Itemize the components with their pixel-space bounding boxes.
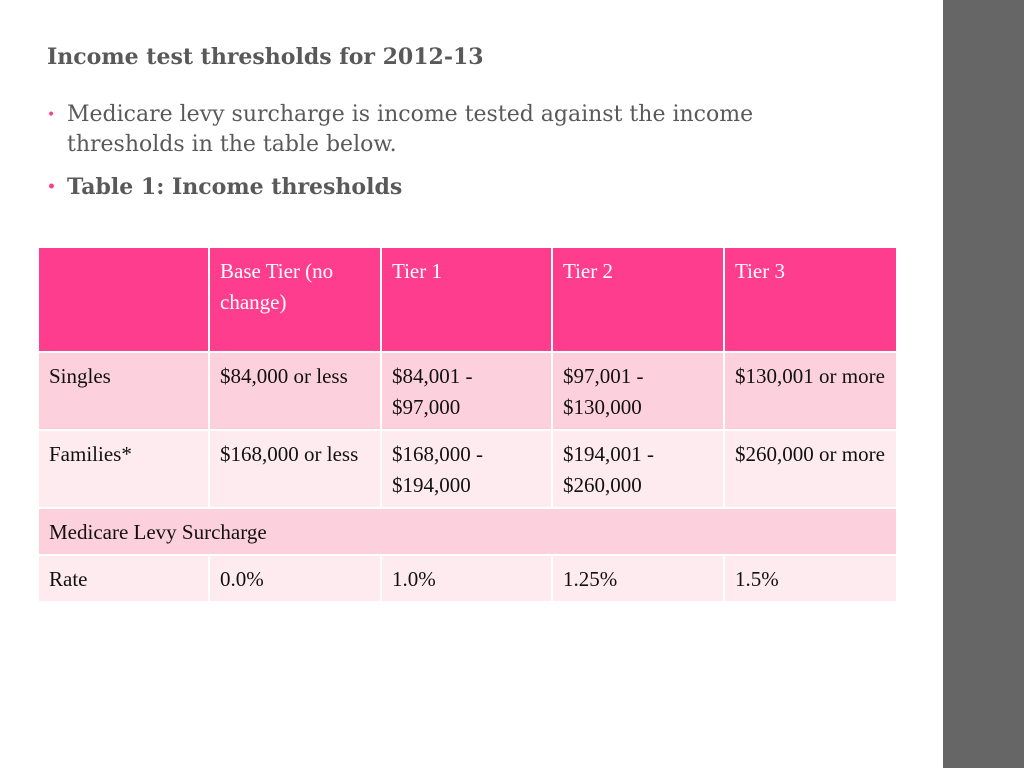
bullet-list <box>47 100 807 202</box>
table-row-rate <box>38 555 897 602</box>
table-cell: Rate <box>38 555 209 602</box>
table-cell: 1.5% <box>724 555 897 602</box>
table-cell: $84,001 - $97,000 <box>381 352 552 430</box>
bullet-dot-icon: • <box>47 107 56 123</box>
bullet-item <box>47 172 807 202</box>
header-cell-tier-3: Tier 3 <box>724 247 897 352</box>
table-cell: $130,001 or more <box>724 352 897 430</box>
header-cell-tier-2: Tier 2 <box>552 247 724 352</box>
table-cell: Singles <box>38 352 209 430</box>
table-cell: $194,001 - $260,000 <box>552 430 724 508</box>
section-label: Medicare Levy Surcharge <box>38 508 897 555</box>
table-cell: $168,000 or less <box>209 430 381 508</box>
header-cell-empty <box>38 247 209 352</box>
table-cell: $168,000 - $194,000 <box>381 430 552 508</box>
bullet-text: Medicare levy surcharge is income tested against the income thresholds in the table below. <box>67 102 754 157</box>
header-cell-tier-1: Tier 1 <box>381 247 552 352</box>
table-row-families <box>38 430 897 508</box>
table-caption: Table 1: Income thresholds <box>67 174 403 200</box>
table-row-singles <box>38 352 897 430</box>
table-header-row <box>38 247 897 352</box>
bullet-dot-icon: • <box>47 179 56 195</box>
sidebar-bar <box>943 0 1024 768</box>
bullet-item <box>47 100 807 160</box>
table-cell: $260,000 or more <box>724 430 897 508</box>
header-cell-base-tier: Base Tier (no change) <box>209 247 381 352</box>
table-cell: 0.0% <box>209 555 381 602</box>
table-cell: 1.0% <box>381 555 552 602</box>
table-cell: Families* <box>38 430 209 508</box>
table-cell: $97,001 - $130,000 <box>552 352 724 430</box>
slide-title: Income test thresholds for 2012-13 <box>47 44 484 70</box>
table-cell: 1.25% <box>552 555 724 602</box>
table-cell: $84,000 or less <box>209 352 381 430</box>
income-thresholds-table <box>37 246 898 603</box>
table-section-row <box>38 508 897 555</box>
